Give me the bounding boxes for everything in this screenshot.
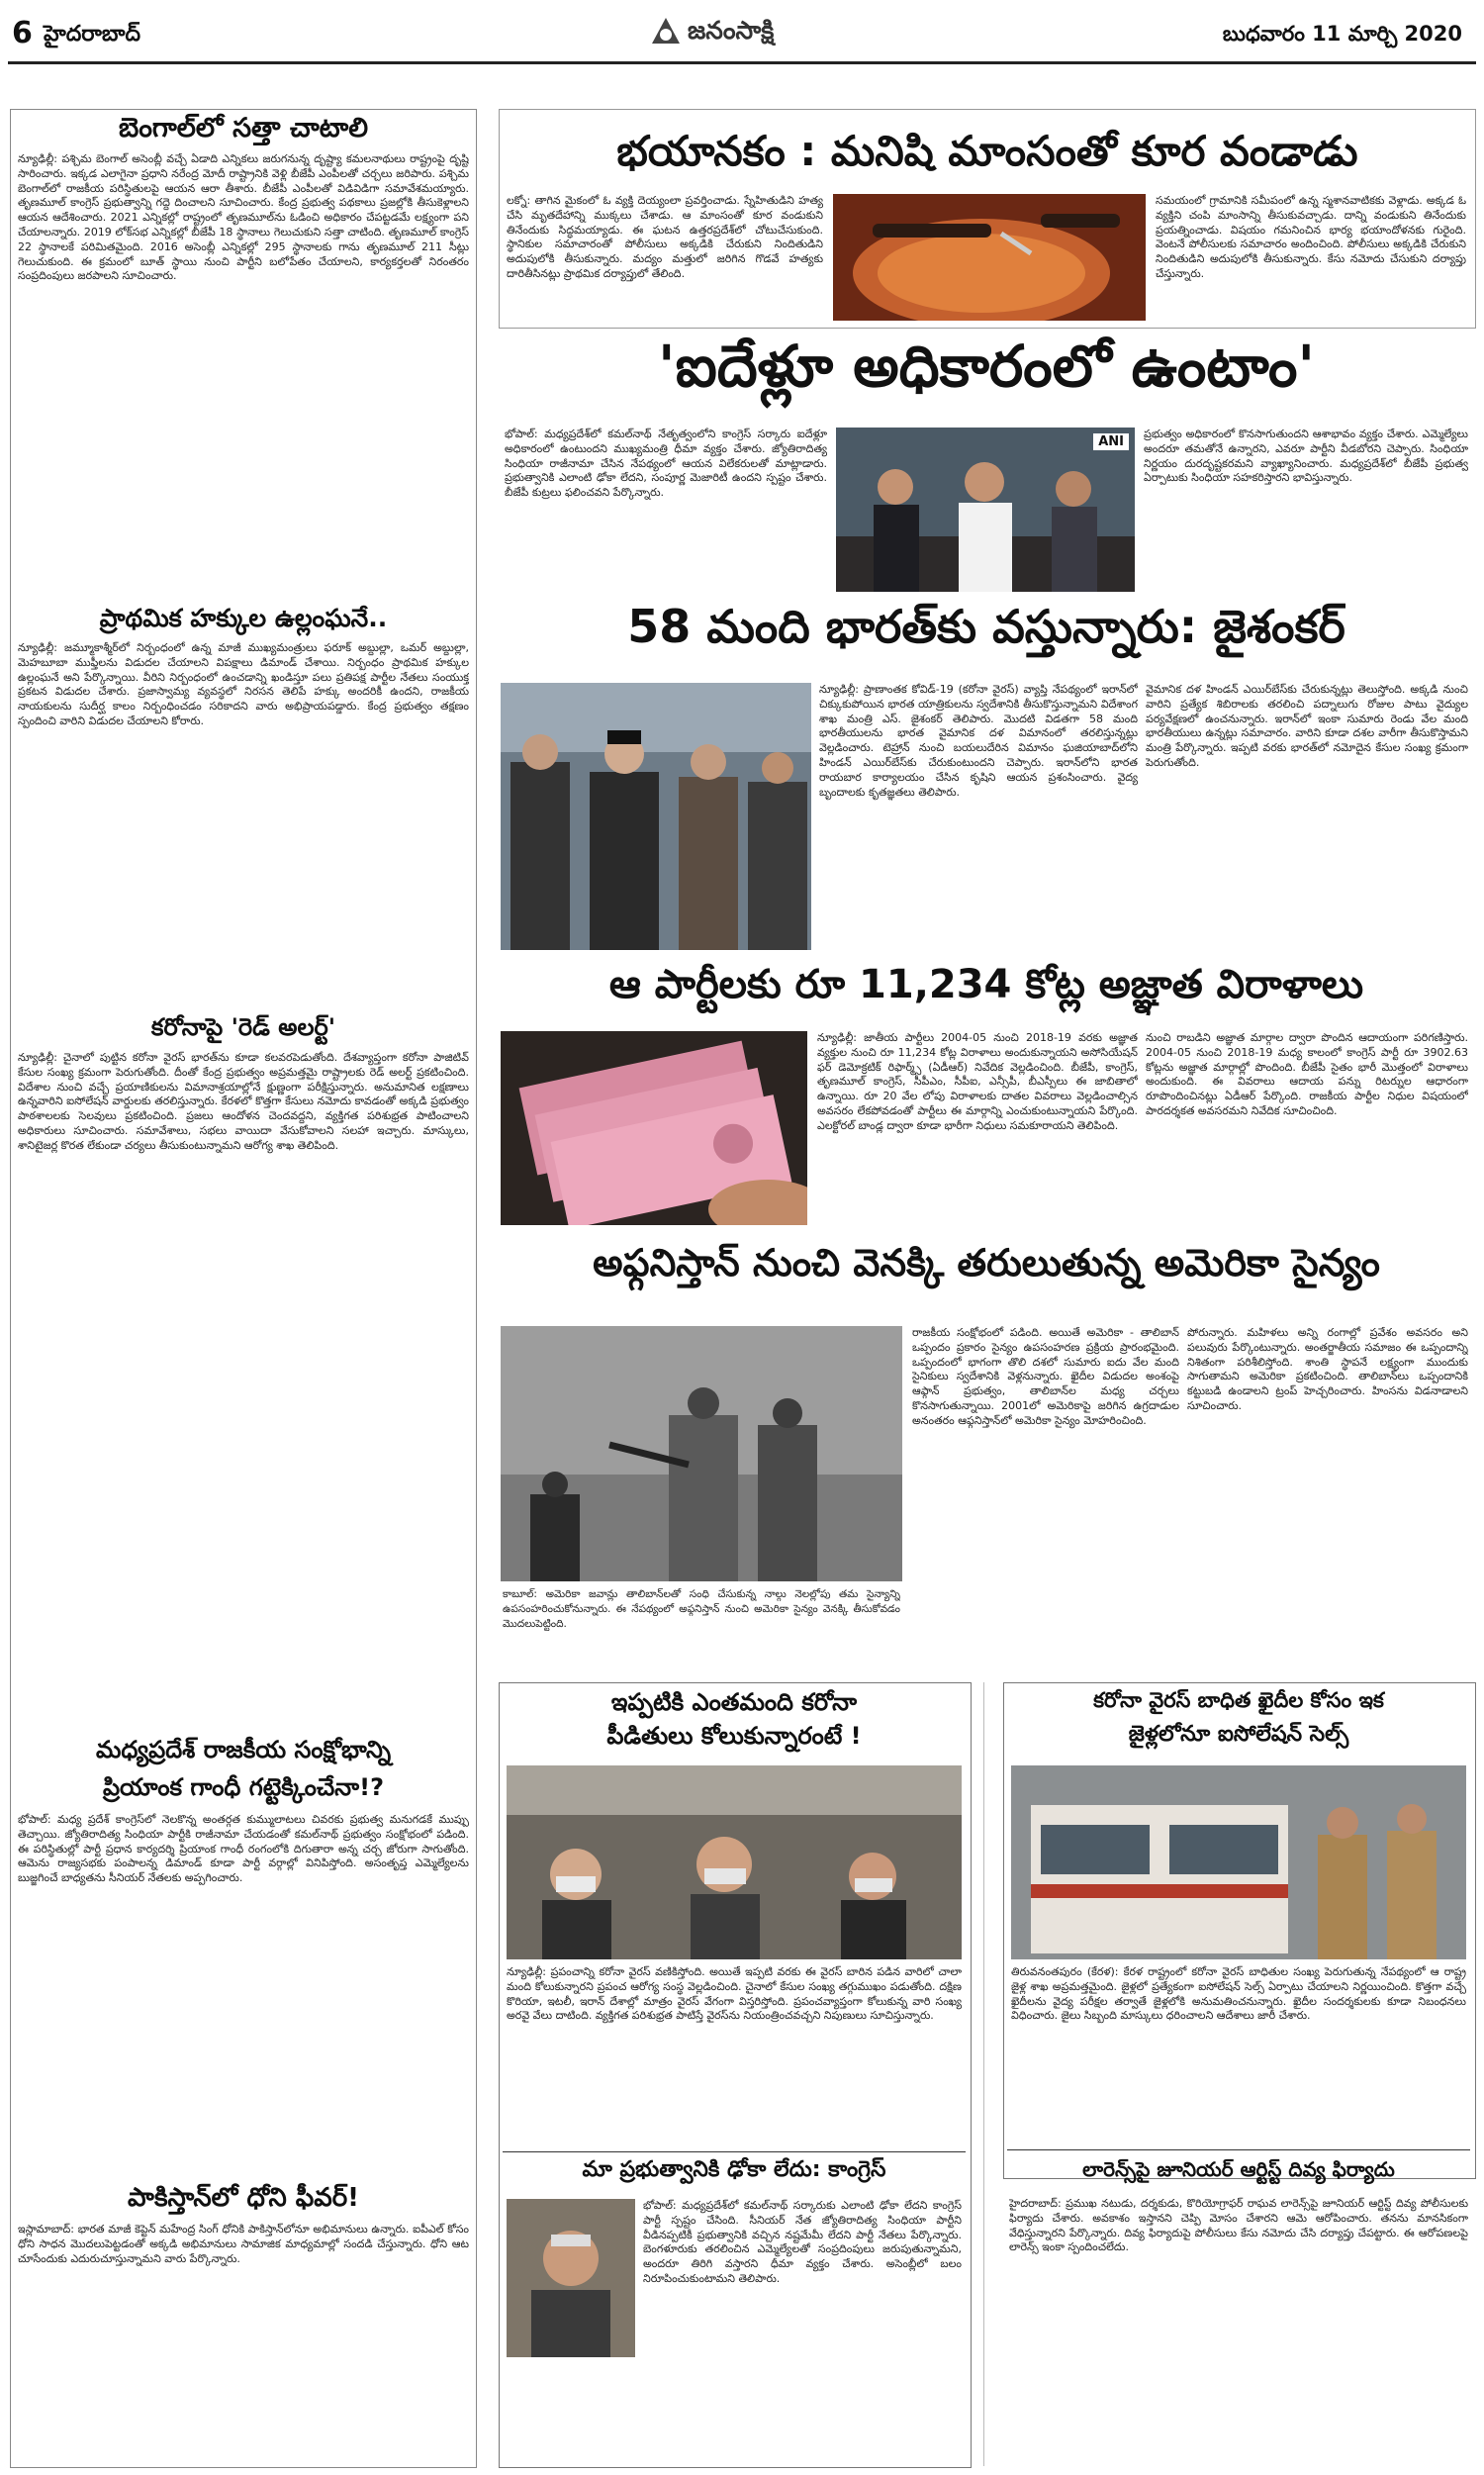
photo-credit-tag: ANI	[1093, 433, 1129, 450]
corona-count-body: న్యూఢిల్లీ: ప్రపంచాన్ని కరోనా వైరస్ వణికిస్తోంది. అయితే ఇప్పటి వరకు ఈ వైరస్ బారిన పడిన వారిలో చాలా మంది కోలుకున్నారని ప్రపంచ ఆరోగ్య సంస్థ వెల్లడించింది. చైనాలో కేసుల సంఖ్య తగ్గుముఖం పడుతోంది. దక్షిణ కొరియా, ఇటలీ, ఇరాన్ దేశాల్లో మాత్రం వైరస్ వేగంగా విస్తరిస్తోంది. ప్రపంచవ్యాప్తంగా కోలుకున్న వారి సంఖ్య అరవై వేలు దాటింది. వ్యక్తిగత పరిశుభ్రత పాటిస్తే వైరస్‌ను నియంత్రించవచ్చని నిపుణులు సూచిస్తున్నారు.	[507, 1965, 962, 2023]
lawrence-body: హైదరాబాద్: ప్రముఖ నటుడు, దర్శకుడు, కొరియోగ్రాఫర్ రాఘవ లారెన్స్‌పై జూనియర్ ఆర్టిస్ట్ దివ్య పోలీసులకు ఫిర్యాదు చేశారు. అవకాశం ఇస్తానని చెప్పి మోసం చేశారని ఆమె ఆరోపించారు. తనను మానసికంగా వేధిస్తున్నారని పేర్కొన్నారు. దివ్య ఫిర్యాదుపై పోలీసులు కేసు నమోదు చేసి దర్యాప్తు చేపట్టారు. ఈ ఆరోపణలపై లారెన్స్ ఇంకా స్పందించలేదు.	[1009, 2197, 1468, 2254]
big-story-headline: 'ఐదేళ్లూ అధికారంలో ఉంటాం'	[657, 333, 1316, 400]
logo-text: జనంసాక్షి	[688, 16, 775, 45]
jails-title-line1: కరోనా వైరస్ బాధిత ఖైదీల కోసం ఇక	[1093, 1688, 1384, 1712]
afghan-caption: కాబూల్: అమెరికా జవాన్లు తాలిబాన్‌లతో సంధి చేసుకున్న నాల్గు నెలల్లోపు తమ సైన్యాన్ని ఉపసంహరించుకోనున్నారు. ఈ నేపథ్యంలో అఫ్గనిస్తాన్ నుంచి అమెరికా సైన్యం వెనక్కి తీసుకోవడం మొదలుపెట్టింది.	[503, 1588, 900, 1630]
column-divider	[983, 1682, 984, 2466]
pakistan-body: ఇస్లామాబాద్: భారత మాజీ కెప్టెన్ మహేంద్ర సింగ్ ధోనికి పాకిస్తాన్‌లోనూ అభిమానులు ఉన్నారు. ఐపీఎల్ కోసం ధోని సాధన మొదలుపెట్టడంతో అక్కడి అభిమానులు సామాజిక మాధ్యమాల్లో సందడి చేస్తున్నారు. ధోని ఆట చూసేందుకు ఎదురుచూస్తున్నామని వారు పేర్కొన్నారు.	[18, 2223, 469, 2265]
corona-alert-body: న్యూఢిల్లీ: చైనాలో పుట్టిన కరోనా వైరస్ భారత్‌ను కూడా కలవరపెడుతోంది. దేశవ్యాప్తంగా కరోనా పాజిటివ్ కేసుల సంఖ్య క్రమంగా పెరుగుతోంది. దీంతో కేంద్ర ప్రభుత్వం అప్రమత్తమై రాష్ట్రాలకు రెడ్ అలర్ట్ ప్రకటించింది. విదేశాల నుంచి వచ్చే ప్రయాణికులను విమానాశ్రయాల్లోనే క్షుణ్ణంగా పరీక్షిస్తున్నారు. అనుమానిత లక్షణాలు ఉన్నవారిని ఐసోలేషన్ వార్డులకు తరలిస్తున్నారు. కేరళలో కొత్తగా కేసులు నమోదు కావడంతో అక్కడి ప్రభుత్వం పాఠశాలలకు సెలవులు ప్రకటించింది. ప్రజలు ఆందోళన చెందవద్దని, వ్యక్తిగత పరిశుభ్రత పాటించాలని అధికారులు సూచించారు. సమావేశాలు, సభలు వాయిదా వేసుకోవాలని సలహా ఇచ్చారు. మాస్కులు, శానిటైజర్ల కొరత లేకుండా చర్యలు తీసుకుంటున్నామని ఆరోగ్య శాఖ తెలిపింది.	[18, 1051, 469, 1152]
lawrence-title: లారెన్స్‌పై జూనియర్ ఆర్టిస్ట్ దివ్య ఫిర్యాదు	[1082, 2157, 1395, 2181]
donations-body-right: నుంచి రాబడిని అజ్ఞాత మార్గాల ద్వారా పొందిన ఆదాయంగా పరిగణిస్తారు. 2004-05 నుంచి 2018-19 మధ్య కాలంలో కాంగ్రెస్ పార్టీ రూ 3902.63 కోట్లను అజ్ఞాత మార్గాల్లో పొందింది. బీజేపీ సైతం భారీ మొత్తంలో విరాళాలు అందుకుంది. ఈ వివరాలు ఆదాయ పన్ను రిటర్నుల ఆధారంగా రూపొందించినట్లు ఏడీఆర్ పేర్కొంది. రాజకీయ పార్టీల నిధుల విషయంలో పారదర్శకత అవసరమని నివేదిక సూచించింది.	[1146, 1031, 1468, 1117]
top-story-body-right: సమయంలో గ్రామానికి సమీపంలో ఉన్న స్మశానవాటికకు వెళ్లాడు. అక్కడ ఓ వ్యక్తిని చంపి మాంసాన్ని తీసుకువచ్చాడు. దాన్ని వండుకుని తినేందుకు ప్రయత్నించాడు. విషయం గమనించిన భార్య భయాందోళనకు గురైంది. వెంటనే పోలీసులకు సమాచారం అందించింది. పోలీసులు అక్కడికి చేరుకుని నిందితుడిని అదుపులోకి తీసుకున్నారు. కేసు నమోదు చేసుకుని దర్యాప్తు చేస్తున్నారు.	[1156, 194, 1466, 280]
jaishankar-body-right: వైమానిక దళ హిండన్ ఎయిర్‌బేస్‌కు చేరుకున్నట్లు తెలుస్తోంది. అక్కడి నుంచి వారిని ప్రత్యేక శిబిరాలకు తరలించి పద్నాలుగు రోజుల పాటు వైద్యుల పర్యవేక్షణలో ఉంచనున్నారు. ఇరాన్‌లో ఇంకా సుమారు రెండు వేల మంది భారతీయులు ఉన్నట్లు సమాచారం. వారిని కూడా దశల వారీగా తీసుకొస్తామని మంత్రి పేర్కొన్నారు. ఇప్పటి వరకు భారత్‌లో నమోదైన కేసుల సంఖ్య క్రమంగా పెరుగుతోంది.	[1146, 683, 1468, 769]
bengal-body: న్యూఢిల్లీ: పశ్చిమ బెంగాల్ అసెంబ్లీ వచ్చే ఏడాది ఎన్నికలు జరుగనున్న దృష్ట్యా కమలనాథులు రాష్ట్రంపై దృష్టి సారించారు. ఇక్కడ ఎలాగైనా ప్రధాని నరేంద్ర మోదీ రాష్ట్రానికి వెళ్లి బీజేపీ ఎంపీలతో చర్చలు జరిపారు. పశ్చిమ బెంగాల్‌లో రాజకీయ పరిస్థితులపై ఆయన ఆరా తీశారు. బీజేపీ ఎంపీలతో విడివిడిగా సమావేశమయ్యారు. తృణమూల్ కాంగ్రెస్ ప్రభుత్వాన్ని గద్దె దించాలని సూచించారు. కేంద్ర ప్రభుత్వ పథకాలు ప్రజల్లోకి తీసుకెళ్లాలని ఆయన ఆదేశించారు. 2021 ఎన్నికల్లో రాష్ట్రంలో తృణమూల్‌ను ఓడించి అధికారం చేపట్టడమే లక్ష్యంగా పని చేయాలన్నారు. 2019 లోక్‌సభ ఎన్నికల్లో బీజేపీ 18 స్థానాలు గెలుచుకుని సత్తా చాటింది. తృణమూల్ కాంగ్రెస్ 22 స్థానాలకే పరిమితమైంది. 2016 అసెంబ్లీ ఎన్నికల్లో 295 స్థానాలకు గాను తృణమూల్ 211 సీట్లు గెలుచుకుంది. ఈ క్రమంలో బూత్ స్థాయి నుంచి పార్టీని బలోపేతం చేయాలని, కార్యకర్తలతో నిరంతరం సంప్రదింపులు జరపాలని సూచించారు.	[18, 152, 469, 283]
jails-body: తిరువనంతపురం (కేరళ): కేరళ రాష్ట్రంలో కరోనా వైరస్ బాధితుల సంఖ్య పెరుగుతున్న నేపథ్యంలో ఆ రాష్ట్ర జైళ్ల శాఖ అప్రమత్తమైంది. జైళ్లలో ప్రత్యేకంగా ఐసోలేషన్ సెల్స్ ఏర్పాటు చేయాలని నిర్ణయించింది. కొత్తగా వచ్చే ఖైదీలను వైద్య పరీక్షల తర్వాతే జైళ్లలోకి అనుమతించనున్నారు. ఖైదీల సందర్శకులకు కూడా నిబంధనలు విధించారు. జైలు సిబ్బంది మాస్కులు ధరించాలని ఆదేశాలు జారీ చేశారు.	[1011, 1965, 1466, 2023]
mp-crisis-title-line2: ప్రియాంక గాంధీ గట్టెక్కించేనా!?	[102, 1773, 384, 1801]
top-story-body-left: లక్నో: తాగిన మైకంలో ఓ వ్యక్తి దెయ్యంలా ప్రవర్తించాడు. స్నేహితుడిని హత్య చేసి మృతదేహాన్ని ముక్కలు చేశాడు. ఆ మాంసంతో కూర వండుకుని తినేందుకు సిద్ధమయ్యాడు. ఈ ఘటన ఉత్తరప్రదేశ్‌లో చోటుచేసుకుంది. స్థానికుల సమాచారంతో పోలీసులు అక్కడికి చేరుకుని నిందితుడిని అదుపులోకి తీసుకున్నారు. మద్యం మత్తులో జరిగిన గొడవే హత్యకు దారితీసినట్లు ప్రాథమిక దర్యాప్తులో తేలింది.	[507, 194, 823, 280]
no-threat-body: భోపాల్: మధ్యప్రదేశ్‌లో కమల్‌నాథ్ సర్కారుకు ఎలాంటి ఢోకా లేదని కాంగ్రెస్ పార్టీ స్పష్టం చేసింది. సీనియర్ నేత జ్యోతిరాదిత్య సింధియా పార్టీని వీడినప్పటికీ ప్రభుత్వానికి వచ్చిన నష్టమేమీ లేదని పార్టీ నేతలు పేర్కొన్నారు. బెంగళూరుకు తరలించిన ఎమ్మెల్యేలతో సంప్రదింపులు జరుపుతున్నామని, అందరూ తిరిగి వస్తారని ధీమా వ్యక్తం చేశారు. అసెంబ్లీలో బలం నిరూపించుకుంటామని తెలిపారు.	[643, 2199, 962, 2285]
donations-headline: ఆ పార్టీలకు రూ 11,234 కోట్ల అజ్ఞాత విరాళాలు	[608, 962, 1364, 1007]
big-story-photo	[836, 428, 1135, 592]
corona-count-photo	[507, 1765, 962, 1959]
no-threat-title: మా ప్రభుత్వానికి ఢోకా లేదు: కాంగ్రెస్	[582, 2157, 886, 2182]
top-story-photo	[833, 194, 1146, 321]
jaishankar-photo	[501, 683, 811, 950]
big-story-body-right: ప్రభుత్వం అధికారంలో కొనసాగుతుందని ఆశాభావం వ్యక్తం చేశారు. ఎమ్మెల్యేలు అందరూ తమతోనే ఉన్నారని, ఎవరూ పార్టీని వీడబోరని చెప్పారు. సింధియా నిర్ణయం దురదృష్టకరమని వ్యాఖ్యానించారు. మధ్యప్రదేశ్‌లో బీజేపీ ప్రభుత్వ ఏర్పాటుకు సింధియా సహకరిస్తారని భావిస్తున్నారు.	[1144, 428, 1468, 485]
donations-photo	[501, 1031, 807, 1225]
afghan-headline: అఫ్గనిస్తాన్ నుంచి వెనక్కి తరులుతున్న అమెరికా సైన్యం	[593, 1241, 1380, 1285]
afghan-body-right: పోరున్నారు. మహిళలు అన్ని రంగాల్లో ప్రవేశం అవసరం అని పలువురు పేర్కొంటున్నారు. అంతర్జాతీయ సమాజం ఈ ఒప్పందాన్ని నిశితంగా పరిశీలిస్తోంది. శాంతి స్థాపనే లక్ష్యంగా ముందుకు సాగుతామని అమెరికా ప్రకటించింది. తాలిబాన్‌లు ఒప్పందానికి కట్టుబడి ఉండాలని ట్రంప్ హెచ్చరించారు. హింసను విడనాడాలని సూచించారు.	[1187, 1326, 1468, 1412]
corona-count-title-line1: ఇప్పటికి ఎంతమంది కరోనా	[610, 1688, 858, 1716]
masthead	[0, 0, 1484, 61]
afghan-photo	[501, 1326, 902, 1581]
rights-title: ప్రాథమిక హక్కుల ఉల్లంఘనే..	[99, 604, 388, 632]
bengal-title: బెంగాల్‌లో సత్తా చాటాలి	[118, 113, 369, 143]
pakistan-title: పాకిస్తాన్‌లో ధోని ఫీవర్!	[127, 2183, 359, 2213]
mp-crisis-body: భోపాల్: మధ్య ప్రదేశ్ కాంగ్రెస్‌లో నెలకొన్న అంతర్గత కుమ్ములాటలు చివరకు ప్రభుత్వ మనుగడకే ముప్పు తెచ్చాయి. జ్యోతిరాదిత్య సింధియా పార్టీకి రాజీనామా చేయడంతో కమల్‌నాథ్ ప్రభుత్వం సంక్షోభంలో పడింది. ఈ పరిస్థితుల్లో పార్టీ ప్రధాన కార్యదర్శి ప్రియాంక గాంధీ రంగంలోకి దిగుతారా అన్న చర్చ జోరుగా సాగుతోంది. ఆమెను రాజ్యసభకు పంపాలన్న డిమాండ్ కూడా పార్టీ వర్గాల్లో వినిపిస్తోంది. అసంతృప్త ఎమ్మెల్యేలను బుజ్జగించే బాధ్యతను సీనియర్ నేతలకు అప్పగించారు.	[18, 1813, 469, 1885]
jails-photo	[1011, 1765, 1466, 1959]
lawrence-rule	[1007, 2149, 1470, 2150]
masthead-city: హైదరాబాద్	[44, 22, 140, 47]
corona-alert-title: కరోనాపై 'రెడ్ అలర్ట్'	[150, 1013, 336, 1041]
jaishankar-headline: 58 మంది భారత్‌కు వస్తున్నారు: జైశంకర్	[627, 600, 1345, 653]
jaishankar-body-left: న్యూఢిల్లీ: ప్రాణాంతక కోవిడ్-19 (కరోనా వైరస్) వ్యాప్తి నేపథ్యంలో ఇరాన్‌లో చిక్కుకుపోయిన భారత యాత్రికులను స్వదేశానికి తీసుకొస్తున్నామని విదేశాంగ శాఖ మంత్రి ఎస్. జైశంకర్ తెలిపారు. మొదటి విడతగా 58 మంది భారతీయులను భారత వైమానిక దళ విమానంలో తరలిస్తున్నట్లు వెల్లడించారు. టెహ్రాన్ నుంచి బయలుదేరిన విమానం ఘజియాబాద్‌లోని హిండన్ ఎయిర్‌బేస్‌కు చేరుకుంటుందని చెప్పారు. ఇరాన్‌లోని భారత రాయబార కార్యాలయం చేసిన కృషిని ఆయన ప్రశంసించారు. వైద్య బృందాలకు కృతజ్ఞతలు తెలిపారు.	[819, 683, 1138, 799]
mp-crisis-title-line1: మధ్యప్రదేశ్ రాజకీయ సంక్షోభాన్ని	[95, 1736, 392, 1763]
masthead-date: బుధవారం 11 మార్చి 2020	[1222, 22, 1462, 46]
page-number: 6	[12, 16, 33, 50]
donations-body-left: న్యూఢిల్లీ: జాతీయ పార్టీలు 2004-05 నుంచి 2018-19 వరకు అజ్ఞాత వ్యక్తుల నుంచి రూ 11,234 కోట్ల విరాళాలు అందుకున్నాయని అసోసియేషన్ ఫర్ డెమోక్రటిక్ రిఫార్మ్స్ (ఏడీఆర్) నివేదిక వెల్లడించింది. బీజేపీ, కాంగ్రెస్, తృణమూల్ కాంగ్రెస్, సీపీఎం, సీపీఐ, ఎన్సీపీ, బీఎస్పీలు ఈ జాబితాలో ఉన్నాయి. రూ 20 వేల లోపు విరాళాలకు దాతల వివరాలు వెల్లడించాల్సిన అవసరం లేకపోవడంతో పార్టీలు ఈ మార్గాన్ని ఎంచుకుంటున్నాయని పేర్కొంది. ఎలక్టోరల్ బాండ్ల ద్వారా కూడా భారీగా నిధులు సమకూరాయని తెలిపింది.	[817, 1031, 1138, 1132]
logo-emblem-icon	[648, 14, 684, 48]
masthead-rule	[8, 61, 1476, 64]
newspaper-logo	[648, 14, 846, 49]
jails-title-line2: జైళ్లలోనూ ఐసోలేషన్ సెల్స్	[1128, 1722, 1349, 1747]
afghan-body-left: రాజకీయ సంక్షోభంలో పడింది. అయితే అమెరికా - తాలిబాన్ ఒప్పందం ప్రకారం సైన్యం ఉపసంహరణ ప్రక్రియ ప్రారంభమైంది. ఒప్పందంలో భాగంగా తొలి దశలో సుమారు ఐదు వేల మంది సైనికులు స్వదేశానికి వెళ్లనున్నారు. ఖైదీల విడుదల అంశంపై ఆఫ్గాన్ ప్రభుత్వం, తాలిబాన్‌ల మధ్య చర్చలు కొనసాగుతున్నాయి. 2001లో అమెరికాపై జరిగిన ఉగ్రదాడుల అనంతరం ఆఫ్గనిస్తాన్‌లో అమెరికా సైన్యం మోహరించింది.	[912, 1326, 1179, 1427]
no-threat-photo	[507, 2199, 635, 2357]
no-threat-rule	[503, 2151, 966, 2152]
rights-body: న్యూఢిల్లీ: జమ్మూకాశ్మీర్‌లో నిర్బంధంలో ఉన్న మాజీ ముఖ్యమంత్రులు ఫరూక్ అబ్దుల్లా, ఒమర్ అబ్దుల్లా, మెహబూబా ముఫ్తీలను విడుదల చేయాలని విపక్షాలు డిమాండ్ చేశాయి. నిర్బంధం ప్రాథమిక హక్కుల ఉల్లంఘనే అని పేర్కొన్నాయి. వీరిని నిర్బంధంలో ఉంచడాన్ని ఖండిస్తూ పలు ప్రతిపక్ష పార్టీల నేతలు సంయుక్త ప్రకటన విడుదల చేశారు. ప్రజాస్వామ్య వ్యవస్థలో నిరసన తెలిపే హక్కు అందరికీ ఉందని, రాజకీయ నాయకులను సుదీర్ఘ కాలం నిర్బంధించడం సరికాదని వారు అభిప్రాయపడ్డారు. కేంద్ర ప్రభుత్వం తక్షణం స్పందించి వారిని విడుదల చేయాలని కోరారు.	[18, 641, 469, 727]
corona-count-title-line2: పీడితులు కోలుకున్నారంటే !	[606, 1722, 862, 1750]
big-story-body-left: భోపాల్: మధ్యప్రదేశ్‌లో కమల్‌నాథ్ నేతృత్వంలోని కాంగ్రెస్ సర్కారు ఐదేళ్లూ అధికారంలో ఉంటుందని ముఖ్యమంత్రి ధీమా వ్యక్తం చేశారు. జ్యోతిరాదిత్య సింధియా రాజీనామా చేసిన నేపథ్యంలో ఆయన విలేకరులతో మాట్లాడారు. ప్రభుత్వానికి ఎలాంటి ఢోకా లేదని, సంపూర్ణ మెజారిటీ ఉందని స్పష్టం చేశారు. బీజేపీ కుట్రలు ఫలించవని పేర్కొన్నారు.	[505, 428, 827, 500]
top-story-headline: భయానకం : మనిషి మాంసంతో కూర వండాడు	[616, 127, 1358, 175]
